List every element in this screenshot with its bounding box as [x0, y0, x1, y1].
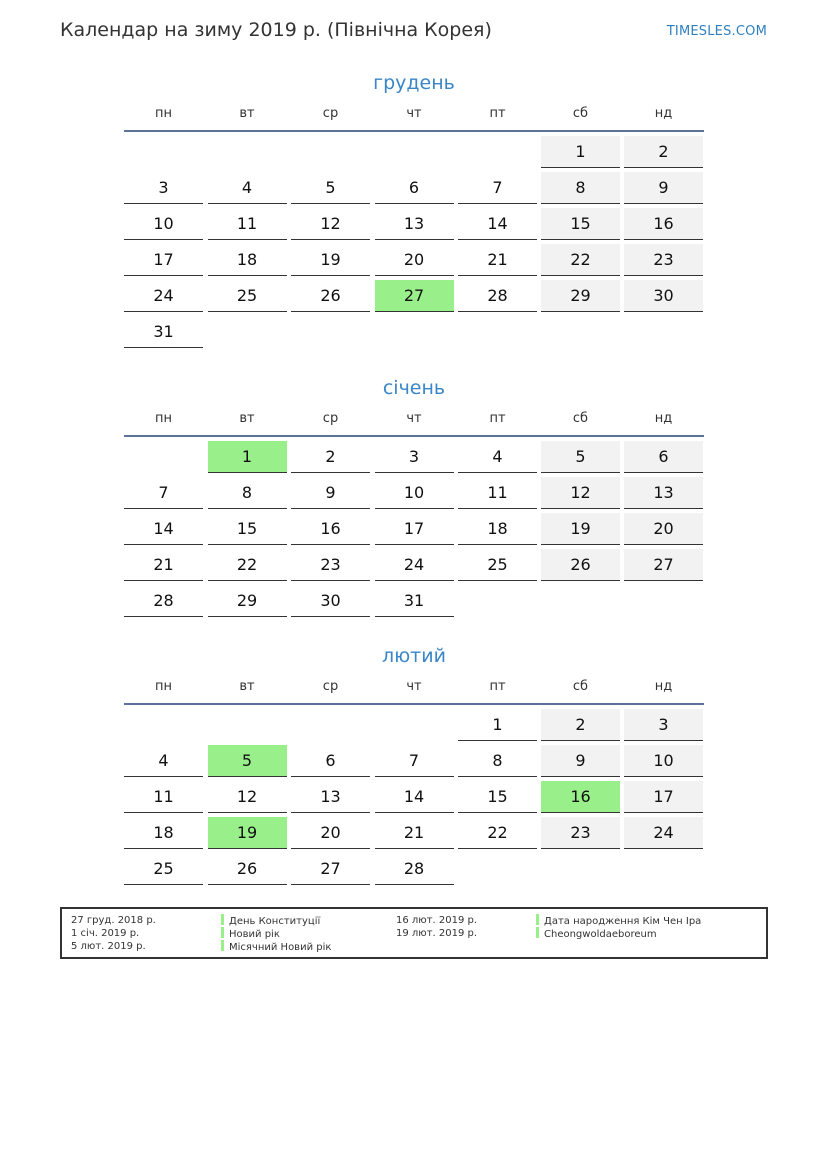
day-cell: 3	[624, 709, 703, 741]
day-cell: 30	[624, 280, 703, 312]
day-cell: 2	[624, 136, 703, 168]
holiday-marker	[221, 914, 224, 925]
weekday-label: пн	[155, 679, 172, 694]
day-cell: 22	[541, 244, 620, 276]
legend-holiday-name: Cheongwoldaeboreum	[544, 929, 657, 940]
day-grid	[124, 136, 704, 352]
day-cell: 15	[458, 781, 537, 813]
weekday-label: чт	[406, 106, 422, 121]
day-cell: 6	[624, 441, 703, 473]
day-cell: 17	[124, 244, 203, 276]
day-cell: 29	[208, 585, 287, 617]
day-cell: 4	[458, 441, 537, 473]
day-cell: 24	[624, 817, 703, 849]
weekday-label: чт	[406, 679, 422, 694]
day-cell: 26	[208, 853, 287, 885]
month-december	[124, 71, 704, 352]
day-cell: 14	[375, 781, 454, 813]
weekday-label: вт	[239, 106, 255, 121]
brand-link[interactable]: TIMESLES.COM	[666, 24, 767, 39]
day-grid	[124, 441, 704, 621]
day-cell: 6	[291, 745, 370, 777]
day-cell: 13	[291, 781, 370, 813]
day-cell: 23	[541, 817, 620, 849]
day-cell: 26	[541, 549, 620, 581]
month-title: грудень	[373, 72, 455, 94]
day-cell: 26	[291, 280, 370, 312]
weekday-header	[124, 679, 704, 705]
day-cell: 7	[124, 477, 203, 509]
day-cell: 25	[208, 280, 287, 312]
day-cell: 10	[375, 477, 454, 509]
day-cell: 9	[624, 172, 703, 204]
day-cell: 29	[541, 280, 620, 312]
legend-names-col-1	[221, 914, 331, 953]
holiday-day-cell: 16	[541, 781, 620, 813]
day-cell: 12	[541, 477, 620, 509]
day-cell: 18	[458, 513, 537, 545]
day-cell: 4	[124, 745, 203, 777]
day-cell: 11	[124, 781, 203, 813]
weekday-label: пн	[155, 411, 172, 426]
day-cell: 1	[458, 709, 537, 741]
day-cell: 31	[124, 316, 203, 348]
holiday-marker	[221, 940, 224, 951]
day-cell: 5	[291, 172, 370, 204]
day-cell: 8	[458, 745, 537, 777]
legend-date: 1 січ. 2019 р.	[71, 928, 140, 939]
day-cell: 12	[208, 781, 287, 813]
holiday-day-cell: 5	[208, 745, 287, 777]
day-cell: 7	[458, 172, 537, 204]
day-cell: 18	[124, 817, 203, 849]
day-cell: 10	[124, 208, 203, 240]
day-cell: 15	[541, 208, 620, 240]
weekday-label: нд	[654, 679, 673, 694]
holiday-day-cell: 27	[375, 280, 454, 312]
day-cell: 2	[541, 709, 620, 741]
legend-holiday-name: День Конституції	[229, 916, 321, 927]
legend-holiday-name: Місячний Новий рік	[229, 942, 332, 953]
day-cell: 21	[124, 549, 203, 581]
day-cell: 9	[541, 745, 620, 777]
day-grid	[124, 709, 704, 889]
weekday-header	[124, 411, 704, 437]
weekday-label: нд	[654, 411, 673, 426]
day-cell: 28	[124, 585, 203, 617]
day-cell: 7	[375, 745, 454, 777]
holiday-marker	[536, 914, 539, 925]
day-cell: 28	[375, 853, 454, 885]
day-cell: 8	[541, 172, 620, 204]
day-cell: 8	[208, 477, 287, 509]
day-cell: 27	[624, 549, 703, 581]
month-february	[124, 644, 704, 889]
day-cell: 2	[291, 441, 370, 473]
weekday-label: пт	[489, 411, 506, 426]
day-cell: 27	[291, 853, 370, 885]
day-cell: 12	[291, 208, 370, 240]
weekday-label: пн	[155, 106, 172, 121]
weekday-label: ср	[322, 411, 339, 426]
legend-date: 5 лют. 2019 р.	[71, 941, 146, 952]
day-cell: 14	[124, 513, 203, 545]
day-cell: 24	[375, 549, 454, 581]
page-title: Календар на зиму 2019 р. (Північна Корея)	[60, 19, 492, 41]
weekday-label: ср	[322, 679, 339, 694]
day-cell: 21	[375, 817, 454, 849]
day-cell: 17	[624, 781, 703, 813]
weekday-label: пт	[489, 106, 506, 121]
day-cell: 16	[624, 208, 703, 240]
day-cell: 4	[208, 172, 287, 204]
day-cell: 31	[375, 585, 454, 617]
day-cell: 3	[124, 172, 203, 204]
holiday-legend	[60, 907, 768, 959]
weekday-label: вт	[239, 679, 255, 694]
weekday-label: сб	[572, 679, 589, 694]
month-title: січень	[382, 377, 446, 399]
month-january	[124, 376, 704, 621]
legend-dates-col-2	[396, 914, 477, 940]
day-cell: 11	[208, 208, 287, 240]
holiday-marker	[221, 927, 224, 938]
holiday-day-cell: 1	[208, 441, 287, 473]
legend-holiday-name: Дата народження Кім Чен Іра	[544, 916, 702, 927]
legend-holiday-name: Новий рік	[229, 929, 280, 940]
day-cell: 18	[208, 244, 287, 276]
day-cell: 20	[624, 513, 703, 545]
day-cell: 23	[291, 549, 370, 581]
weekday-label: вт	[239, 411, 255, 426]
day-cell: 9	[291, 477, 370, 509]
weekday-label: сб	[572, 106, 589, 121]
day-cell: 17	[375, 513, 454, 545]
day-cell: 25	[124, 853, 203, 885]
day-cell: 5	[541, 441, 620, 473]
holiday-marker	[536, 927, 539, 938]
day-cell: 24	[124, 280, 203, 312]
legend-date: 19 лют. 2019 р.	[396, 928, 478, 939]
day-cell: 22	[208, 549, 287, 581]
day-cell: 1	[541, 136, 620, 168]
day-cell: 6	[375, 172, 454, 204]
weekday-label: чт	[406, 411, 422, 426]
legend-names-col-2	[536, 914, 701, 940]
day-cell: 21	[458, 244, 537, 276]
day-cell: 13	[624, 477, 703, 509]
month-title: лютий	[382, 645, 446, 667]
weekday-label: ср	[322, 106, 339, 121]
day-cell: 22	[458, 817, 537, 849]
day-cell: 13	[375, 208, 454, 240]
day-cell: 23	[624, 244, 703, 276]
weekday-label: пт	[489, 679, 506, 694]
legend-date: 27 груд. 2018 р.	[71, 915, 156, 926]
legend-date: 16 лют. 2019 р.	[396, 915, 478, 926]
weekday-label: сб	[572, 411, 589, 426]
day-cell: 28	[458, 280, 537, 312]
day-cell: 19	[291, 244, 370, 276]
day-cell: 11	[458, 477, 537, 509]
day-cell: 25	[458, 549, 537, 581]
weekday-header	[124, 106, 704, 132]
weekday-label: нд	[654, 106, 673, 121]
day-cell: 20	[291, 817, 370, 849]
day-cell: 15	[208, 513, 287, 545]
day-cell: 20	[375, 244, 454, 276]
day-cell: 10	[624, 745, 703, 777]
day-cell: 19	[541, 513, 620, 545]
day-cell: 16	[291, 513, 370, 545]
day-cell: 3	[375, 441, 454, 473]
legend-dates-col-1	[71, 914, 156, 953]
holiday-day-cell: 19	[208, 817, 287, 849]
day-cell: 14	[458, 208, 537, 240]
day-cell: 30	[291, 585, 370, 617]
